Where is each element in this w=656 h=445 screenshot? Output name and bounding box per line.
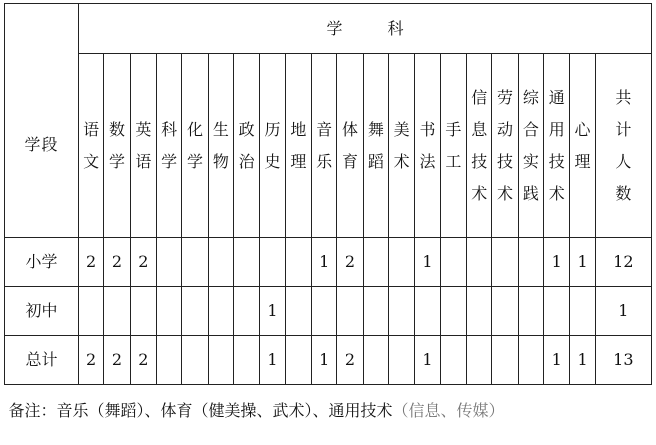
- subject-header-16: [467, 54, 492, 238]
- subject-header-9: [285, 54, 311, 238]
- note-text: 备注：音乐（舞蹈）、体育（健美操、武术）、通用技术: [8, 400, 393, 420]
- subject-label: [290, 119, 307, 171]
- corner-cell: [5, 4, 79, 54]
- subject-char: 计: [615, 119, 632, 139]
- value-cell: 2: [78, 336, 103, 385]
- stage-header: 学段: [5, 54, 79, 238]
- subject-char: 舞: [367, 119, 384, 139]
- subject-char: 政: [238, 119, 255, 139]
- subject-char: 学: [161, 151, 178, 171]
- subject-header-6: [208, 54, 233, 238]
- subject-char: 体: [342, 119, 359, 139]
- subject-char: 共: [615, 87, 632, 107]
- subject-label: [108, 119, 125, 171]
- value-cell: [285, 238, 311, 287]
- value-cell: [389, 287, 415, 336]
- subject-char: 术: [393, 151, 410, 171]
- subject-label: [342, 119, 359, 171]
- value-cell: [234, 336, 260, 385]
- subject-char: 实: [522, 151, 539, 171]
- subject-label: [212, 119, 229, 171]
- value-cell: [208, 336, 233, 385]
- subject-header-21: [595, 54, 651, 238]
- subject-char: 用: [548, 119, 565, 139]
- subject-char: 动: [497, 119, 514, 139]
- subjects-title: 学 科: [78, 4, 651, 54]
- value-cell: [337, 287, 363, 336]
- value-cell: [492, 238, 518, 287]
- value-cell: [389, 336, 415, 385]
- subject-char: 化: [186, 119, 203, 139]
- subject-label: [186, 119, 203, 171]
- value-cell: 1: [544, 238, 570, 287]
- value-cell: 2: [78, 238, 103, 287]
- subject-char: 通: [548, 87, 565, 107]
- subject-char: 理: [574, 151, 591, 171]
- value-cell: [492, 287, 518, 336]
- subject-char: 语: [83, 119, 100, 139]
- subject-label: [135, 119, 152, 171]
- subject-char: 文: [83, 151, 100, 171]
- value-cell: 2: [130, 238, 156, 287]
- subject-char: 术: [471, 183, 488, 203]
- subject-char: 美: [393, 119, 410, 139]
- subject-header-17: [492, 54, 518, 238]
- value-cell: [389, 238, 415, 287]
- value-cell: [157, 287, 182, 336]
- value-cell: 13: [595, 336, 651, 385]
- subject-char: 工: [445, 151, 462, 171]
- subject-label: [548, 87, 565, 203]
- table-row: [5, 336, 652, 385]
- value-cell: [234, 238, 260, 287]
- subject-char: 综: [522, 87, 539, 107]
- value-cell: 1: [570, 336, 595, 385]
- value-cell: 1: [312, 336, 337, 385]
- value-cell: 1: [570, 238, 595, 287]
- value-cell: 2: [104, 336, 130, 385]
- subject-label: [574, 119, 591, 171]
- title-row: [5, 4, 652, 54]
- note-row: [5, 385, 652, 437]
- subject-label: [264, 119, 281, 171]
- subject-label: [471, 87, 488, 203]
- subject-header-8: [260, 54, 285, 238]
- subject-label: [497, 87, 514, 203]
- value-cell: [130, 287, 156, 336]
- note-text-faded: （信息、传媒）: [392, 400, 505, 420]
- value-cell: [78, 287, 103, 336]
- subject-header-14: [415, 54, 440, 238]
- subject-header-7: [234, 54, 260, 238]
- subject-char: 技: [548, 151, 565, 171]
- value-cell: [208, 238, 233, 287]
- value-cell: [157, 238, 182, 287]
- value-cell: [234, 287, 260, 336]
- stage-cell: 小学: [5, 238, 79, 287]
- subject-char: 劳: [497, 87, 514, 107]
- subject-label: [238, 119, 255, 171]
- subject-staffing-table: [4, 3, 652, 437]
- subject-char: 数: [108, 119, 125, 139]
- value-cell: [157, 336, 182, 385]
- value-cell: 1: [595, 287, 651, 336]
- table-row: [5, 287, 652, 336]
- value-cell: [363, 336, 388, 385]
- subject-char: 理: [290, 151, 307, 171]
- value-cell: [182, 238, 208, 287]
- subject-char: 学: [186, 151, 203, 171]
- subject-header-13: [389, 54, 415, 238]
- value-cell: 2: [337, 336, 363, 385]
- subject-char: 心: [574, 119, 591, 139]
- value-cell: [363, 238, 388, 287]
- subject-char: 学: [108, 151, 125, 171]
- subject-char: 音: [316, 119, 333, 139]
- value-cell: 2: [130, 336, 156, 385]
- subject-char: 历: [264, 119, 281, 139]
- value-cell: [363, 287, 388, 336]
- subject-char: 合: [522, 119, 539, 139]
- value-cell: [415, 287, 440, 336]
- subject-char: 术: [497, 183, 514, 203]
- subject-char: 生: [212, 119, 229, 139]
- value-cell: 1: [260, 287, 285, 336]
- subject-char: 人: [615, 151, 632, 171]
- subject-char: 技: [497, 151, 514, 171]
- subject-char: 乐: [316, 151, 333, 171]
- value-cell: [467, 287, 492, 336]
- subject-header-18: [518, 54, 543, 238]
- subject-label: [316, 119, 333, 171]
- value-cell: 2: [337, 238, 363, 287]
- value-cell: [208, 287, 233, 336]
- subject-char: 息: [471, 119, 488, 139]
- subject-char: 英: [135, 119, 152, 139]
- value-cell: [518, 238, 543, 287]
- value-cell: [518, 287, 543, 336]
- value-cell: [285, 336, 311, 385]
- subject-char: 技: [471, 151, 488, 171]
- subject-label: [522, 87, 539, 203]
- value-cell: 12: [595, 238, 651, 287]
- value-cell: [260, 238, 285, 287]
- subject-header-4: [157, 54, 182, 238]
- table-row: [5, 238, 652, 287]
- value-cell: [467, 238, 492, 287]
- subject-label: [367, 119, 384, 171]
- value-cell: [518, 336, 543, 385]
- value-cell: [312, 287, 337, 336]
- subject-header-20: [570, 54, 595, 238]
- value-cell: [467, 336, 492, 385]
- value-cell: 1: [544, 336, 570, 385]
- value-cell: 1: [312, 238, 337, 287]
- subject-header-15: [440, 54, 466, 238]
- subject-char: 语: [135, 151, 152, 171]
- subject-char: 地: [290, 119, 307, 139]
- subject-label: [615, 87, 632, 203]
- subject-header-1: [78, 54, 103, 238]
- value-cell: [182, 287, 208, 336]
- subject-label: [161, 119, 178, 171]
- value-cell: 1: [415, 238, 440, 287]
- stage-cell: 初中: [5, 287, 79, 336]
- note-cell: [5, 385, 652, 437]
- subject-header-19: [544, 54, 570, 238]
- subject-char: 手: [445, 119, 462, 139]
- subject-char: 育: [342, 151, 359, 171]
- subject-header-12: [363, 54, 388, 238]
- value-cell: 1: [260, 336, 285, 385]
- subject-char: 信: [471, 87, 488, 107]
- subject-header-2: [104, 54, 130, 238]
- value-cell: 1: [415, 336, 440, 385]
- stage-cell: 总计: [5, 336, 79, 385]
- value-cell: [182, 336, 208, 385]
- subject-char: 史: [264, 151, 281, 171]
- value-cell: [440, 238, 466, 287]
- value-cell: [570, 287, 595, 336]
- value-cell: [104, 287, 130, 336]
- subject-label: [83, 119, 100, 171]
- subject-char: 数: [615, 183, 632, 203]
- subject-label: [445, 119, 462, 171]
- subject-char: 书: [419, 119, 436, 139]
- value-cell: [440, 336, 466, 385]
- subject-label: [393, 119, 410, 171]
- subject-char: 物: [212, 151, 229, 171]
- subject-char: 科: [161, 119, 178, 139]
- subject-char: 蹈: [367, 151, 384, 171]
- value-cell: [285, 287, 311, 336]
- value-cell: [440, 287, 466, 336]
- subject-header-11: [337, 54, 363, 238]
- subject-char: 术: [548, 183, 565, 203]
- subject-label: [419, 119, 436, 171]
- value-cell: [492, 336, 518, 385]
- value-cell: [544, 287, 570, 336]
- subject-header-row: [5, 54, 652, 238]
- subject-char: 践: [522, 183, 539, 203]
- subject-header-5: [182, 54, 208, 238]
- subject-char: 治: [238, 151, 255, 171]
- subject-char: 法: [419, 151, 436, 171]
- subject-header-3: [130, 54, 156, 238]
- value-cell: 2: [104, 238, 130, 287]
- subject-header-10: [312, 54, 337, 238]
